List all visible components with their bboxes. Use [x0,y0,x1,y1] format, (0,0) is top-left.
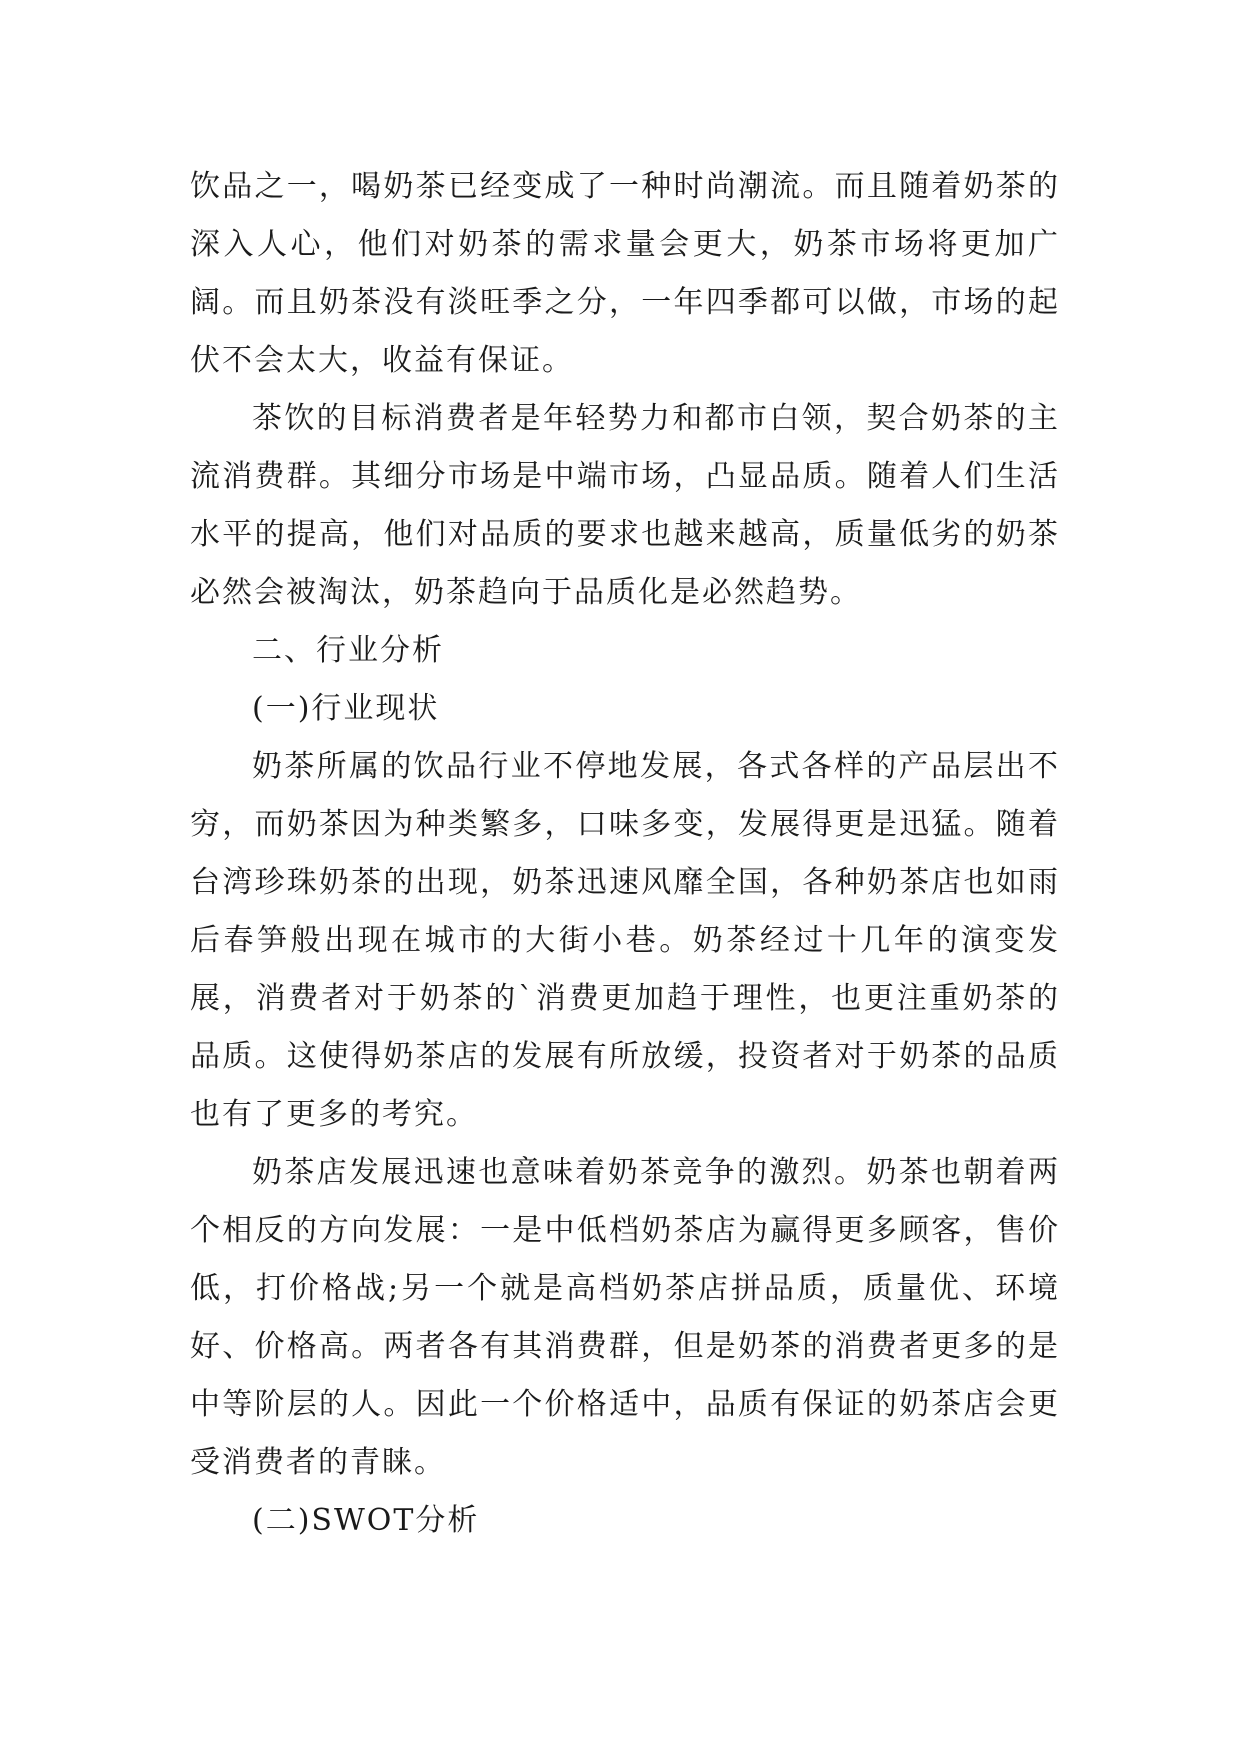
paragraph-target-consumers: 茶饮的目标消费者是年轻势力和都市白领，契合奶茶的主流消费群。其细分市场是中端市场，凸显品质。随着人们生活水平的提高，他们对品质的要求也越来越高，质量低劣的奶茶必然会被淘汰，奶茶趋向于品质化是必然趋势。 [190,401,1060,610]
section-heading-industry-analysis: 二、行业分析 [252,633,444,668]
document-page [190,158,1060,1550]
subsection-heading-swot: (二)SWOT分析 [252,1503,480,1538]
paragraph-industry-status: 奶茶所属的饮品行业不停地发展，各式各样的产品层出不穷，而奶茶因为种类繁多，口味多变，发展得更是迅猛。随着台湾珍珠奶茶的出现，奶茶迅速风靡全国，各种奶茶店也如雨后春笋般出现在城市的大街小巷。奶茶经过十几年的演变发展，消费者对于奶茶的`消费更加趋于理性，也更注重奶茶的品质。这使得奶茶店的发展有所放缓，投资者对于奶茶的品质也有了更多的考究。 [190,749,1060,1132]
paragraph-continuation: 饮品之一，喝奶茶已经变成了一种时尚潮流。而且随着奶茶的深入人心，他们对奶茶的需求量会更大，奶茶市场将更加广阔。而且奶茶没有淡旺季之分，一年四季都可以做，市场的起伏不会太大，收益有保证。 [190,169,1060,378]
subsection-heading-industry-status: (一)行业现状 [252,691,440,726]
paragraph-competition: 奶茶店发展迅速也意味着奶茶竞争的激烈。奶茶也朝着两个相反的方向发展：一是中低档奶茶店为赢得更多顾客，售价低，打价格战;另一个就是高档奶茶店拼品质，质量优、环境好、价格高。两者各有其消费群，但是奶茶的消费者更多的是中等阶层的人。因此一个价格适中，品质有保证的奶茶店会更受消费者的青睐。 [190,1155,1060,1480]
